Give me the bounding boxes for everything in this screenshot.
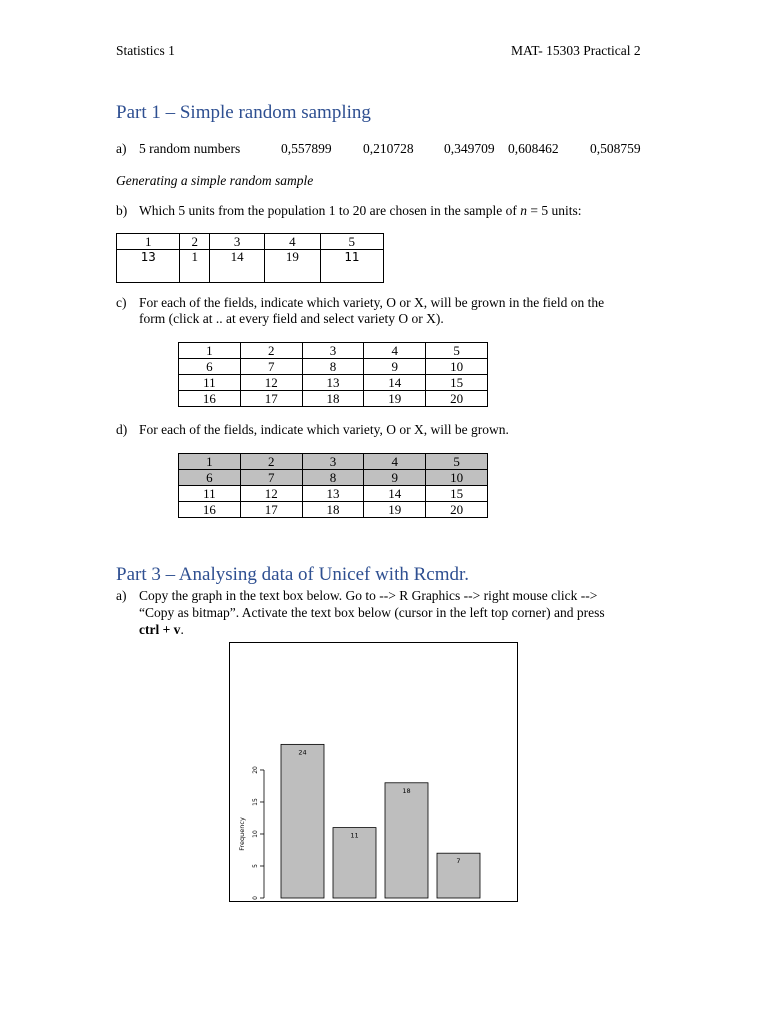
frequency-bar-chart (230, 643, 517, 901)
sample-value-cell[interactable]: 11 (320, 250, 383, 283)
y-tick-label: 20 (252, 766, 259, 774)
field-cell[interactable]: 13 (302, 486, 364, 502)
bar (281, 744, 324, 898)
header-right: MAT- 15303 Practical 2 (511, 43, 641, 58)
field-cell[interactable]: 19 (364, 502, 426, 518)
field-table-d (178, 453, 488, 518)
field-cell[interactable]: 8 (302, 470, 364, 486)
field-cell[interactable]: 15 (426, 375, 488, 391)
field-cell[interactable]: 20 (426, 391, 488, 407)
random-number-1: 0,557899 (281, 141, 332, 156)
random-number-4: 0,608462 (508, 141, 559, 156)
field-cell[interactable]: 2 (240, 454, 302, 470)
field-cell[interactable]: 6 (179, 470, 241, 486)
field-cell[interactable]: 16 (179, 502, 241, 518)
field-cell[interactable]: 9 (364, 359, 426, 375)
sample-header-cell: 5 (320, 234, 383, 250)
field-cell[interactable]: 4 (364, 343, 426, 359)
field-cell[interactable]: 12 (240, 486, 302, 502)
field-cell[interactable]: 1 (179, 454, 241, 470)
item-d-label: d) (116, 422, 128, 437)
field-cell[interactable]: 10 (426, 359, 488, 375)
item-b-text: Which 5 units from the population 1 to 20 are chosen in the sample of n = 5 units: (139, 203, 582, 218)
field-cell[interactable]: 9 (364, 470, 426, 486)
field-cell[interactable]: 17 (240, 502, 302, 518)
field-table-c (178, 342, 488, 407)
field-cell[interactable]: 7 (240, 359, 302, 375)
random-number-3: 0,349709 (444, 141, 495, 156)
bar (385, 783, 428, 898)
random-number-2: 0,210728 (363, 141, 414, 156)
item-c-text-line2: form (click at .. at every field and select variety O or X). (139, 311, 444, 326)
part3-item-a-label: a) (116, 588, 127, 603)
item-a-text: 5 random numbers (139, 141, 241, 156)
part3-item-a-line3: ctrl + v. (139, 622, 184, 637)
sample-value-cell[interactable]: 1 (180, 250, 210, 283)
field-cell[interactable]: 18 (302, 502, 364, 518)
part3-title: Part 3 – Analysing data of Unicef with Rcmdr. (116, 564, 470, 585)
bar-data-label: 24 (298, 748, 307, 757)
bar-data-label: 11 (350, 831, 359, 840)
subheading: Generating a simple random sample (116, 173, 314, 188)
header-left: Statistics 1 (116, 43, 175, 58)
y-tick-label: 15 (252, 798, 259, 806)
field-cell[interactable]: 19 (364, 391, 426, 407)
sample-header-cell: 1 (117, 234, 180, 250)
field-cell[interactable]: 17 (240, 391, 302, 407)
y-tick-label: 5 (252, 864, 259, 868)
field-cell[interactable]: 12 (240, 375, 302, 391)
field-cell[interactable]: 3 (302, 454, 364, 470)
item-d-text: For each of the fields, indicate which variety, O or X, will be grown. (139, 422, 509, 437)
part1-title: Part 1 – Simple random sampling (116, 102, 371, 123)
random-number-5: 0,508759 (590, 141, 641, 156)
field-cell[interactable]: 10 (426, 470, 488, 486)
field-cell[interactable]: 5 (426, 343, 488, 359)
field-cell[interactable]: 20 (426, 502, 488, 518)
item-a-label: a) (116, 141, 127, 156)
part3-item-a-line1: Copy the graph in the text box below. Go to --> R Graphics --> right mouse click --> (139, 588, 598, 603)
item-b-label: b) (116, 203, 128, 218)
field-cell[interactable]: 8 (302, 359, 364, 375)
field-cell[interactable]: 15 (426, 486, 488, 502)
bar-data-label: 7 (456, 857, 461, 866)
sample-header-cell: 3 (210, 234, 265, 250)
field-cell[interactable]: 11 (179, 375, 241, 391)
field-cell[interactable]: 14 (364, 375, 426, 391)
y-axis-label: Frequency (238, 817, 246, 851)
field-cell[interactable]: 18 (302, 391, 364, 407)
sample-value-cell[interactable]: 13 (117, 250, 180, 283)
item-c-text-line1: For each of the fields, indicate which variety, O or X, will be grown in the field on the (139, 295, 605, 310)
bar-data-label: 18 (402, 786, 411, 795)
y-tick-label: 10 (252, 830, 259, 838)
field-cell[interactable]: 2 (240, 343, 302, 359)
field-cell[interactable]: 11 (179, 486, 241, 502)
graph-text-box[interactable] (229, 642, 518, 902)
field-cell[interactable]: 3 (302, 343, 364, 359)
field-cell[interactable]: 13 (302, 375, 364, 391)
item-c-label: c) (116, 295, 127, 310)
part3-item-a-line2: “Copy as bitmap”. Activate the text box below (cursor in the left top corner) and press (139, 605, 605, 620)
y-tick-label: 0 (252, 896, 259, 900)
sample-header-cell: 4 (265, 234, 320, 250)
field-cell[interactable]: 16 (179, 391, 241, 407)
field-cell[interactable]: 7 (240, 470, 302, 486)
sample-table (116, 233, 384, 283)
field-cell[interactable]: 14 (364, 486, 426, 502)
field-cell[interactable]: 6 (179, 359, 241, 375)
sample-value-cell[interactable]: 19 (265, 250, 320, 283)
field-cell[interactable]: 5 (426, 454, 488, 470)
sample-value-cell[interactable]: 14 (210, 250, 265, 283)
field-cell[interactable]: 4 (364, 454, 426, 470)
sample-header-cell: 2 (180, 234, 210, 250)
field-cell[interactable]: 1 (179, 343, 241, 359)
